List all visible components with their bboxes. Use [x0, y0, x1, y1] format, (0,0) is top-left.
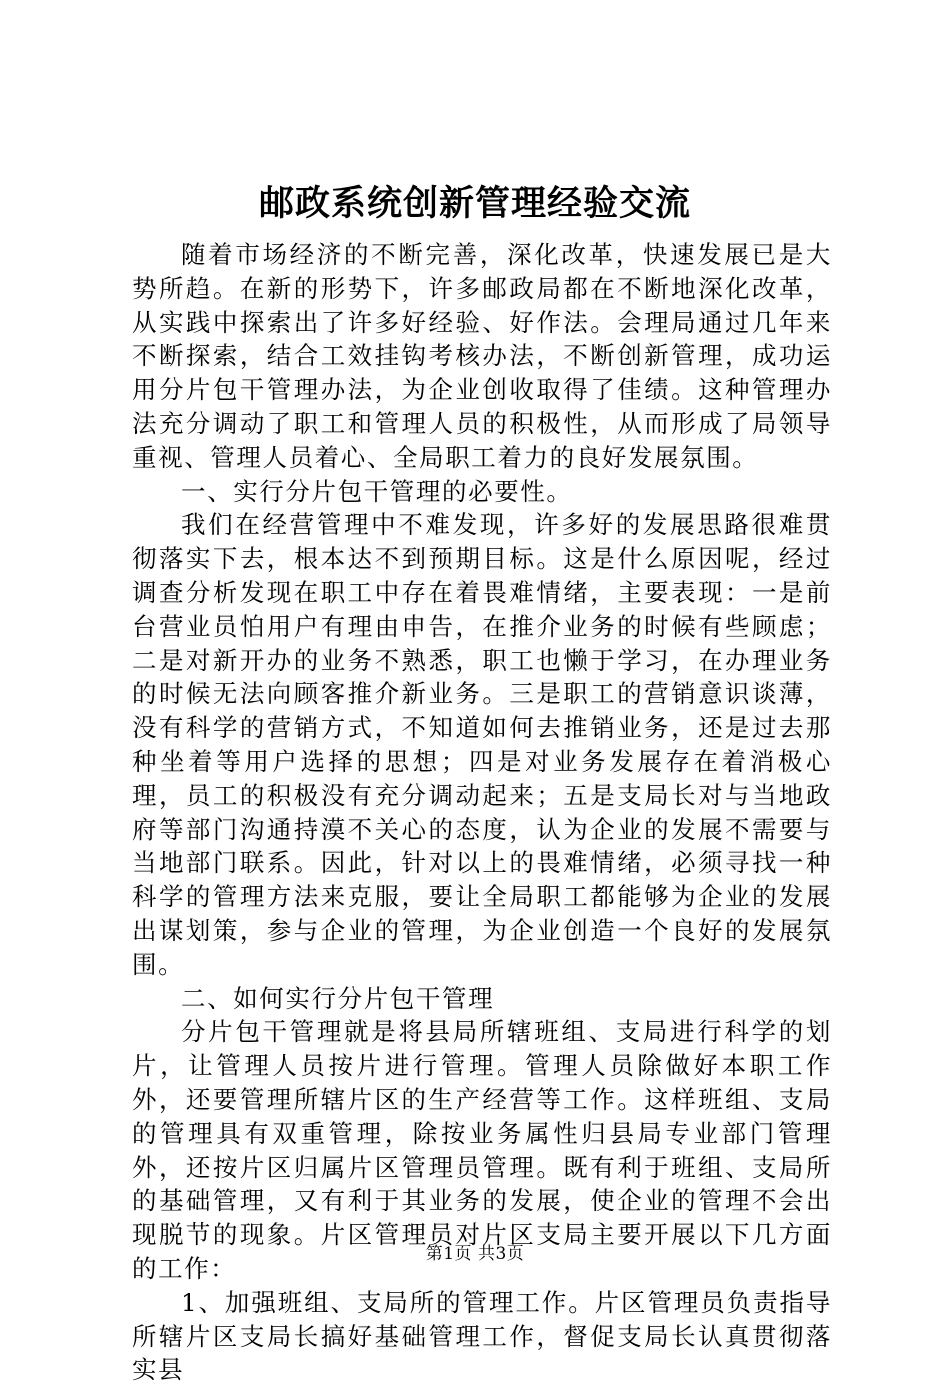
section-heading-1: 一、实行分片包干管理的必要性。: [181, 476, 573, 506]
paragraph-necessity: 我们在经营管理中不难发现，许多好的发展思路很难贯彻落实下去，根本达不到预期目标。这是什么原因呢，经过调查分析发现在职工中存在着畏难情绪，主要表现：一是前台营业员怕用户有理由申告，在推介业务的时候有些顾虑；二是对新开办的业务不熟悉，职工也懒于学习，在办理业务的时候无法向顾客推介新业务。三是职工的营销意识谈薄，没有科学的营销方式，不知道如何去推销业务，还是过去那种坐着等用户选择的思想；四是对业务发展存在着消极心理，员工的积极没有充分调动起来；五是支局长对与当地政府等部门沟通持漠不关心的态度，认为企业的发展不需要与当地部门联系。因此，针对以上的畏难情绪，必须寻找一种科学的管理方法来克服，要让全局职工都能够为企业的发展出谋划策，参与企业的管理，为企业创造一个良好的发展氛围。: [132, 510, 832, 979]
section-heading-2: 二、如何实行分片包干管理: [181, 983, 495, 1013]
page-footer: 第1页 共3页: [425, 1244, 525, 1264]
document-body: [132, 238, 832, 1387]
document-title: 邮政系统创新管理经验交流: [258, 184, 691, 224]
paragraph-intro: 随着市场经济的不断完善，深化改革，快速发展已是大势所趋。在新的形势下，许多邮政局都在不断地深化改革，从实践中探索出了许多好经验、好作法。会理局通过几年来不断探索，结合工效挂钩考核办法，不断创新管理，成功运用分片包干管理办法，为企业创收取得了佳绩。这种管理办法充分调动了职工和管理人员的积极性，从而形成了局领导重视、管理人员着心、全局职工着力的良好发展氛围。: [132, 240, 832, 472]
paragraph-method: 分片包干管理就是将县局所辖班组、支局进行科学的划片，让管理人员按片进行管理。管理人员除做好本职工作外，还要管理所辖片区的生产经营等工作。这样班组、支局的管理具有双重管理，除按业务属性归县局专业部门管理外，还按片区归属片区管理员管理。既有利于班组、支局所的基础管理，又有利于其业务的发展，使企业的管理不会出现脱节的现象。片区管理员对片区支局主要开展以下几方面的工作：: [132, 1017, 832, 1283]
paragraph-item-1: 1、加强班组、支局所的管理工作。片区管理员负责指导所辖片区支局长搞好基础管理工作，督促支局长认真贯彻落实县: [132, 1287, 832, 1385]
